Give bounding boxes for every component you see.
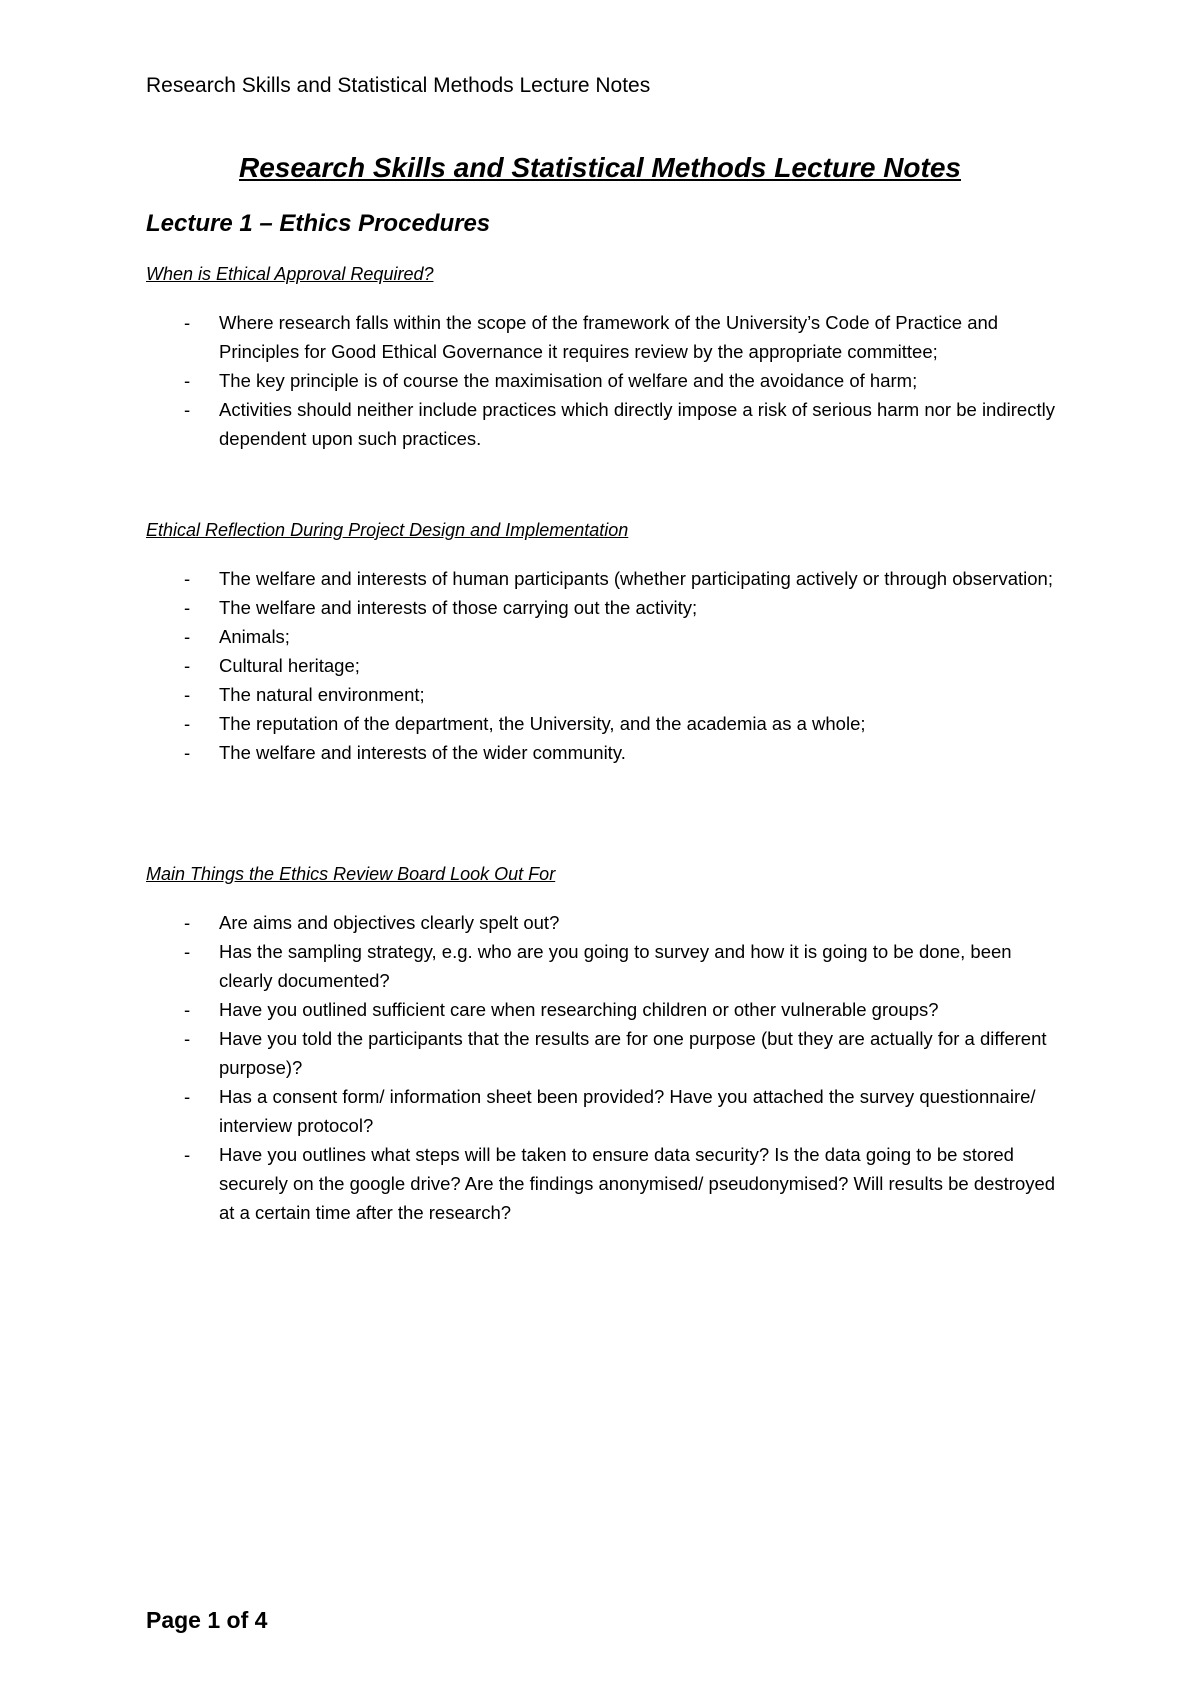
list-item (146, 1082, 1066, 1140)
bullet-marker: - (184, 684, 191, 705)
list-item-text: Have you told the participants that the results are for one purpose (but they are actually for a different purpose)? (219, 1028, 1047, 1078)
list-item (146, 995, 1066, 1024)
list-item (146, 738, 1066, 767)
section-heading: Ethical Reflection During Project Design and Implementation (146, 520, 629, 540)
list-item (146, 709, 1066, 738)
bullet-marker: - (184, 941, 191, 962)
document-title: Research Skills and Statistical Methods Lecture Notes (238, 152, 961, 183)
running-header: Research Skills and Statistical Methods Lecture Notes (146, 74, 651, 97)
list-item (146, 680, 1066, 709)
list-item (146, 1024, 1066, 1082)
list-item (146, 564, 1066, 593)
bullet-marker: - (184, 1086, 191, 1107)
bullet-marker: - (184, 912, 191, 933)
list-item (146, 937, 1066, 995)
bullet-marker: - (184, 312, 191, 333)
list-item-text: The welfare and interests of those carrying out the activity; (219, 597, 698, 618)
bullet-marker: - (184, 1028, 191, 1049)
bullet-list (146, 908, 1066, 1227)
list-item (146, 651, 1066, 680)
bullet-list (146, 308, 1066, 453)
list-item (146, 395, 1066, 453)
list-item-text: Where research falls within the scope of the framework of the University’s Code of Practice and Principles for Good Ethical Governance it requires review by the appropriate committee; (219, 312, 999, 362)
list-item-text: Have you outlined sufficient care when researching children or other vulnerable groups? (219, 999, 939, 1020)
bullet-marker: - (184, 1144, 191, 1165)
bullet-marker: - (184, 713, 191, 734)
list-item-text: The reputation of the department, the University, and the academia as a whole; (219, 713, 866, 734)
list-item-text: Are aims and objectives clearly spelt out? (219, 912, 560, 933)
bullet-marker: - (184, 597, 191, 618)
list-item-text: Has a consent form/ information sheet been provided? Have you attached the survey questionnaire/ interview protocol? (219, 1086, 1036, 1136)
bullet-marker: - (184, 370, 191, 391)
section-heading: Main Things the Ethics Review Board Look Out For (146, 864, 556, 884)
bullet-marker: - (184, 399, 191, 420)
list-item-text: Cultural heritage; (219, 655, 360, 676)
list-item-text: The welfare and interests of human participants (whether participating actively or through observation; (219, 568, 1053, 589)
lecture-heading: Lecture 1 – Ethics Procedures (146, 210, 491, 237)
bullet-marker: - (184, 655, 191, 676)
list-item (146, 308, 1066, 366)
list-item-text: The natural environment; (219, 684, 425, 705)
bullet-marker: - (184, 568, 191, 589)
bullet-list (146, 564, 1066, 767)
list-item-text: Has the sampling strategy, e.g. who are you going to survey and how it is going to be done, been clearly documented? (219, 941, 1012, 991)
list-item-text: Have you outlines what steps will be taken to ensure data security? Is the data going to be stored securely on the google drive? Are the findings anonymised/ pseudonymised? Will results be destroyed at a certain time after the research? (219, 1144, 1056, 1223)
section-review-board (146, 862, 1066, 1227)
section-ethical-reflection (146, 518, 1066, 767)
bullet-marker: - (184, 999, 191, 1020)
list-item (146, 593, 1066, 622)
list-item-text: Animals; (219, 626, 290, 647)
list-item-text: Activities should neither include practices which directly impose a risk of serious harm nor be indirectly dependent upon such practices. (219, 399, 1055, 449)
list-item-text: The key principle is of course the maximisation of welfare and the avoidance of harm; (219, 370, 918, 391)
list-item (146, 1140, 1066, 1227)
page-number: Page 1 of 4 (146, 1607, 268, 1633)
list-item-text: The welfare and interests of the wider community. (219, 742, 626, 763)
list-item (146, 908, 1066, 937)
section-heading: When is Ethical Approval Required? (146, 264, 434, 284)
section-ethical-approval (146, 262, 1066, 453)
bullet-marker: - (184, 626, 191, 647)
list-item (146, 622, 1066, 651)
bullet-marker: - (184, 742, 191, 763)
list-item (146, 366, 1066, 395)
